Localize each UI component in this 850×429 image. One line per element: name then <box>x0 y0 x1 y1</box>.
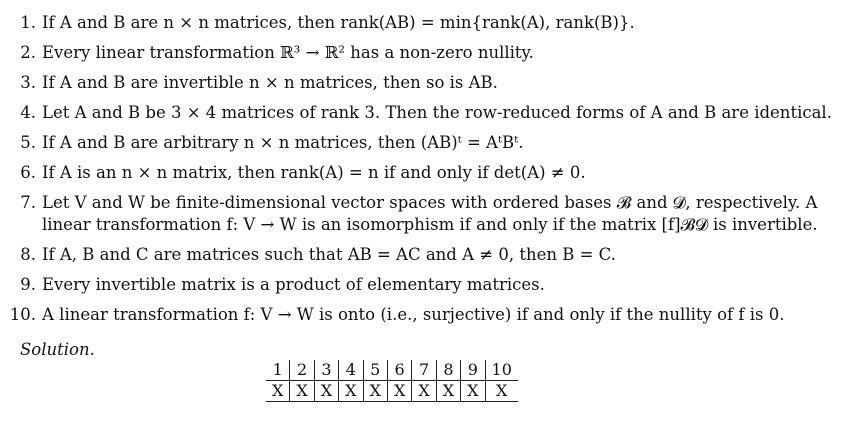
list-item <box>0 304 850 326</box>
item-number: 10. <box>9 305 36 324</box>
item-text: If A, B and C are matrices such that AB = AC and A ≠ 0, then B = C. <box>42 245 616 264</box>
answer-mark-cell: X <box>412 381 436 402</box>
answer-header-cell: 7 <box>412 360 436 381</box>
item-number: 7. <box>20 193 36 212</box>
answer-mark-cell: X <box>436 381 460 402</box>
answer-mark-cell: X <box>387 381 411 402</box>
answer-header-cell: 5 <box>363 360 387 381</box>
list-item <box>0 132 850 154</box>
list-item <box>0 244 850 266</box>
item-text: Every invertible matrix is a product of elementary matrices. <box>42 275 545 294</box>
item-text: A linear transformation f: V → W is onto (i.e., surjective) if and only if the nullity of f is 0. <box>42 305 785 324</box>
item-text: If A and B are arbitrary n × n matrices, then (AB)ᵗ = AᵗBᵗ. <box>42 133 524 152</box>
answer-header-cell: 2 <box>290 360 314 381</box>
list-item <box>0 162 850 184</box>
list-item <box>0 72 850 94</box>
item-number: 8. <box>20 245 36 264</box>
item-number: 6. <box>20 163 36 182</box>
answer-table <box>266 360 518 402</box>
answer-mark-cell: X <box>485 381 518 402</box>
answer-header-cell: 1 <box>266 360 290 381</box>
answer-header-cell: 8 <box>436 360 460 381</box>
answer-mark-cell: X <box>363 381 387 402</box>
answer-header-cell: 9 <box>461 360 485 381</box>
answer-mark-cell: X <box>314 381 338 402</box>
item-number: 4. <box>20 103 36 122</box>
answer-header-cell: 10 <box>485 360 518 381</box>
list-item <box>0 274 850 296</box>
list-item <box>0 192 850 236</box>
statement-list <box>0 12 850 334</box>
answer-header-row <box>266 360 518 381</box>
item-number: 1. <box>20 13 36 32</box>
item-text: If A and B are n × n matrices, then rank(AB) = min{rank(A), rank(B)}. <box>42 13 635 32</box>
list-item <box>0 12 850 34</box>
answer-mark-cell: X <box>339 381 363 402</box>
answer-mark-cell: X <box>461 381 485 402</box>
answer-header-cell: 3 <box>314 360 338 381</box>
item-number: 2. <box>20 43 36 62</box>
item-number: 9. <box>20 275 36 294</box>
item-number: 5. <box>20 133 36 152</box>
item-text: If A and B are invertible n × n matrices, then so is AB. <box>42 73 498 92</box>
answer-mark-row <box>266 381 518 402</box>
item-text: Let A and B be 3 × 4 matrices of rank 3. Then the row-reduced forms of A and B are identical. <box>42 103 832 122</box>
answer-mark-cell: X <box>290 381 314 402</box>
answer-mark-cell: X <box>266 381 290 402</box>
list-item <box>0 102 850 124</box>
item-number: 3. <box>20 73 36 92</box>
list-item <box>0 42 850 64</box>
item-text: Every linear transformation ℝ³ → ℝ² has a non-zero nullity. <box>42 43 534 62</box>
answer-header-cell: 4 <box>339 360 363 381</box>
item-text: If A is an n × n matrix, then rank(A) = n if and only if det(A) ≠ 0. <box>42 163 586 182</box>
answer-header-cell: 6 <box>387 360 411 381</box>
item-text: Let V and W be finite-dimensional vector spaces with ordered bases 𝓑 and 𝓓, respectively. A linear transformation f: V → W is an isomorphism if and only if the matrix [f]𝓑𝓓 is invertible. <box>42 193 818 234</box>
solution-label: Solution. <box>20 340 95 359</box>
